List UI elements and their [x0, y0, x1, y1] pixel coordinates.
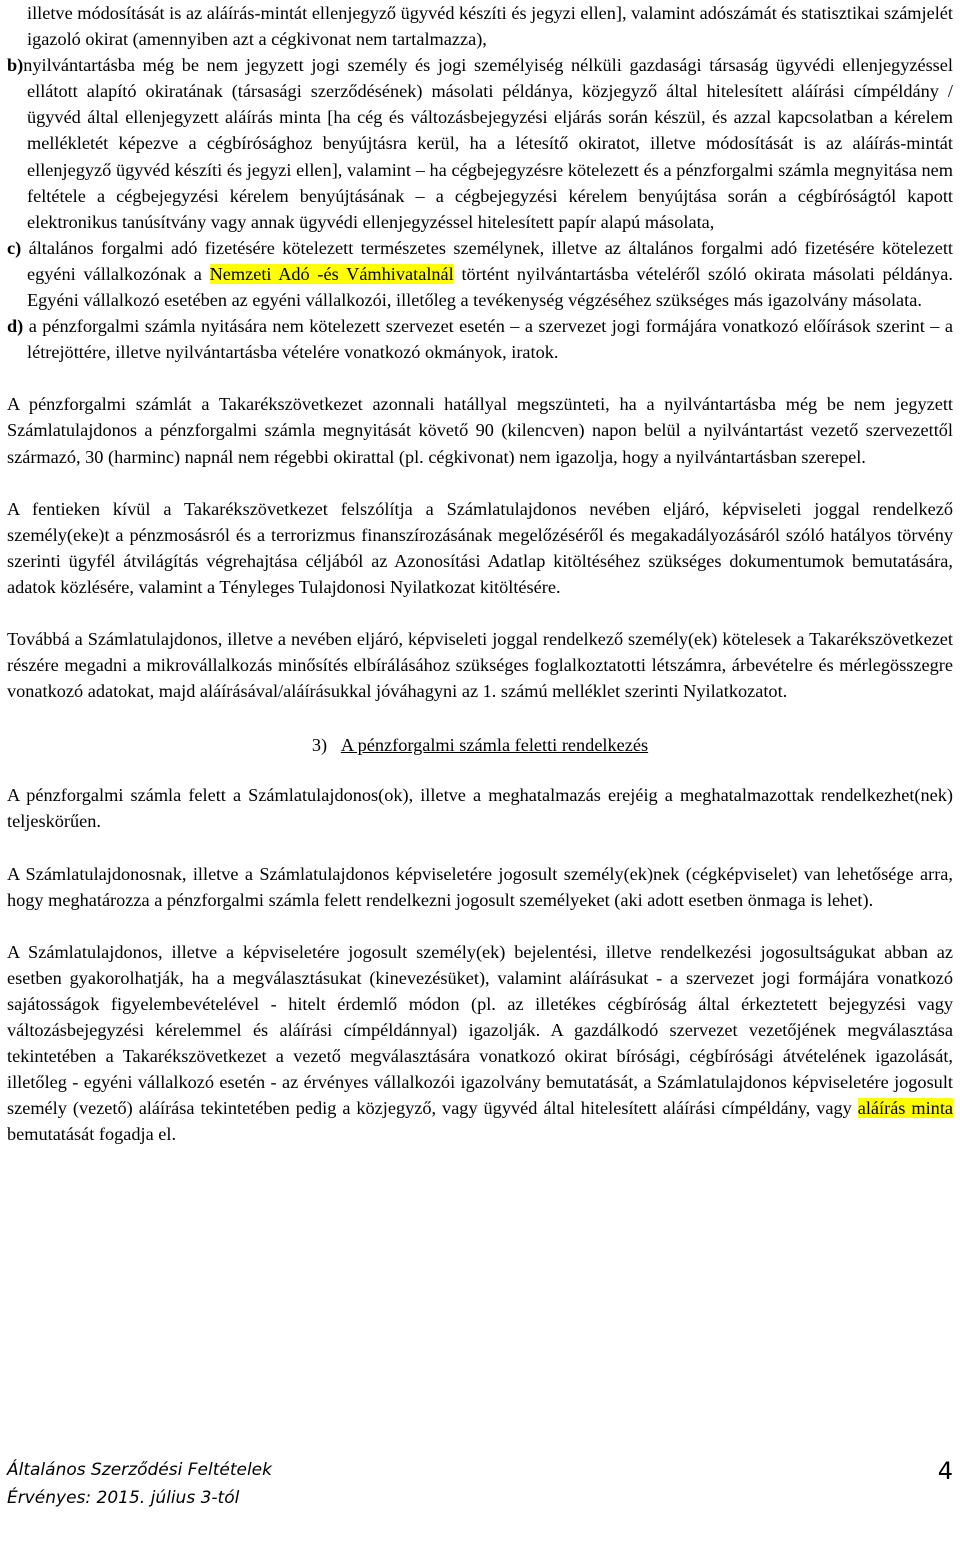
footer-document-title: Általános Szerződési Feltételek: [7, 1460, 272, 1480]
aml-paragraph: A fentieken kívül a Takarékszövetkezet felszólítja a Számlatulajdonos nevében eljáró, képviseleti joggal rendelkező személy(eke)t a pénzmosásról és a terrorizmus finanszírozásának megelőzéséről és megakadályozásáról szóló hatályos törvény szerinti ügyfél átvilágítás végrehajtása céljából az Azonosítási Adatlap kitöltéséhez szükséges dokumentumok bemutatására, adatok közlésére, valamint a Tényleges Tulajdonosi Nyilatkozat kitöltésére.: [7, 498, 953, 597]
list-item-c: [7, 235, 953, 313]
signatures-text-after: bemutatását fogadja el.: [7, 1124, 177, 1145]
list-item-b-text: nyilvántartásba még be nem jegyzett jogi személy és jogi személyiség nélküli gazdasági társaság ügyvédi ellenjegyzéssel ellátott alapító okiratának (társasági szerződésének) másolati példánya, közjegyző által hitelesített aláírási címpéldány / ügyvéd által ellenjegyzett aláírás minta [ha cég és változásbejegyzési eljárás során készül, és azzal kapcsolatban a kérelem mellékletét képezve a cégbírósághoz benyújtásra kerül, ha a létesítő okiratot, illetve módosítását is az aláírás-mintát ellenjegyző ügyvéd készíti és jegyzi ellen], valamint – ha cégbejegyzésre kötelezett és a pénzforgalmi számla megnyitása nem feltétele a cégbejegyzési kérelem benyújtásának – a cégbejegyzési kérelem benyújtása során a cégbíróságtól kapott elektronikus tanúsítvány vagy annak ügyvédi ellenjegyzéssel hitelesített papír alapú másolata,: [23, 55, 953, 232]
page-number: 4: [937, 1457, 953, 1485]
section-heading: [7, 732, 953, 758]
document-page: [7, 0, 953, 1147]
list-item-d: [7, 313, 953, 365]
section-title: A pénzforgalmi számla feletti rendelkezés: [340, 735, 649, 756]
list-item-d-text: a pénzforgalmi számla nyitására nem kötelezett szervezet esetén – a szervezet jogi formájára vonatkozó előírások szerint – a létrejöttére, illetve nyilvántartásba vételére vonatkozó okmányok, iratok.: [27, 316, 953, 363]
page-footer: [7, 1456, 953, 1536]
list-item-d-label: d): [7, 316, 24, 337]
signatures-paragraph: [7, 939, 953, 1148]
termination-paragraph: A pénzforgalmi számlát a Takarékszövetkezet azonnali hatállyal megszünteti, ha a nyilvántartásba még be nem jegyzett Számlatulajdonos a pénzforgalmi számla megnyitását követő 90 (kilencven) napon belül a nyilvántartást vezető szervezettől származó, 30 (harminc) napnál nem régebbi okirattal (pl. cégkivonat) nem igazolja, hogy a nyilvántartásban szerepel.: [7, 394, 953, 467]
footer-validity-date: Érvényes: 2015. július 3-tól: [7, 1488, 240, 1508]
highlighted-agency-name: Nemzeti Adó -és Vámhivatalnál: [209, 263, 454, 284]
list-item-c-text-before: általános forgalmi adó fizetésére kötelezett természetes személynek, illetve az általános forgalmi adó fizetésére kötelezett egyéni vállalkozónak a: [27, 237, 953, 284]
highlighted-signature-sample: aláírás minta: [857, 1098, 954, 1119]
footer-text: [7, 1456, 272, 1512]
sme-paragraph: Továbbá a Számlatulajdonos, illetve a nevében eljáró, képviseleti joggal rendelkező személy(ek) kötelesek a Takarékszövetkezet részére megadni a mikrovállalkozás minősítés elbírálásához szükséges foglalkoztatotti létszámra, árbevételre és mérlegösszegre vonatkozó adatokat, majd aláírásával/aláírásukkal jóváhagyni az 1. számú melléklet szerinti Nyilatkozatot.: [7, 628, 953, 702]
list-item-c-label: c): [7, 237, 22, 258]
intro-paragraph: illetve módosítását is az aláírás-mintát ellenjegyző ügyvéd készíti és jegyzi ellen], valamint adószámát és statisztikai számjelét igazoló okirat (amennyiben azt a cégkivonat nem tartalmazza),: [27, 3, 953, 50]
representation-paragraph: A Számlatulajdonosnak, illetve a Számlatulajdonos képviseletére jogosult személy(ek)nek (cégképviselet) van lehetősége arra, hogy meghatározza a pénzforgalmi számla felett rendelkezni jogosult személyeket (aki adott esetben önmaga is lehet).: [7, 863, 953, 910]
list-item-b: [7, 52, 953, 235]
signatures-text-before: A Számlatulajdonos, illetve a képviseletére jogosult személy(ek) bejelentési, illetve rendelkezési jogosultságukat abban az esetben gyakorolhatják, ha a megválasztásukat (kinevezésüket), valamint aláírásukat - a szervezet jogi formájára vonatkozó sajátosságok figyelembevételével - hitelt érdemlő módon (pl. az illetékes cégbíróság által érkeztetett bejegyzési vagy változásbejegyzési kérelemmel és aláírási címpéldánnyal) igazolják. A gazdálkodó szervezet vezetőjének megválasztása tekintetében a Takarékszövetkezet a vezető megválasztására vonatkozó okirat bírósági, cégbírósági átvételének igazolását, illetőleg - egyéni vállalkozó esetén - az érvényes vállalkozói igazolvány bemutatását, a Számlatulajdonos képviseletére jogosult személy (vezető) aláírása tekintetében pedig a közjegyző, vagy ügyvéd által hitelesített aláírási címpéldány, vagy: [7, 941, 953, 1119]
section-number: 3): [311, 735, 328, 756]
dispose-paragraph: A pénzforgalmi számla felett a Számlatulajdonos(ok), illetve a meghatalmazás erejéig a meghatalmazottak rendelkezhet(nek) teljeskörűen.: [7, 785, 953, 832]
list-item-b-label: b): [7, 55, 24, 76]
list-item-c-text-after: történt nyilvántartásba vételéről szóló okirata másolati példánya. Egyéni vállalkozó esetében az egyéni vállalkozói, illetőleg a tevékenység végzéséhez szükséges más igazolvány másolata.: [27, 263, 953, 311]
